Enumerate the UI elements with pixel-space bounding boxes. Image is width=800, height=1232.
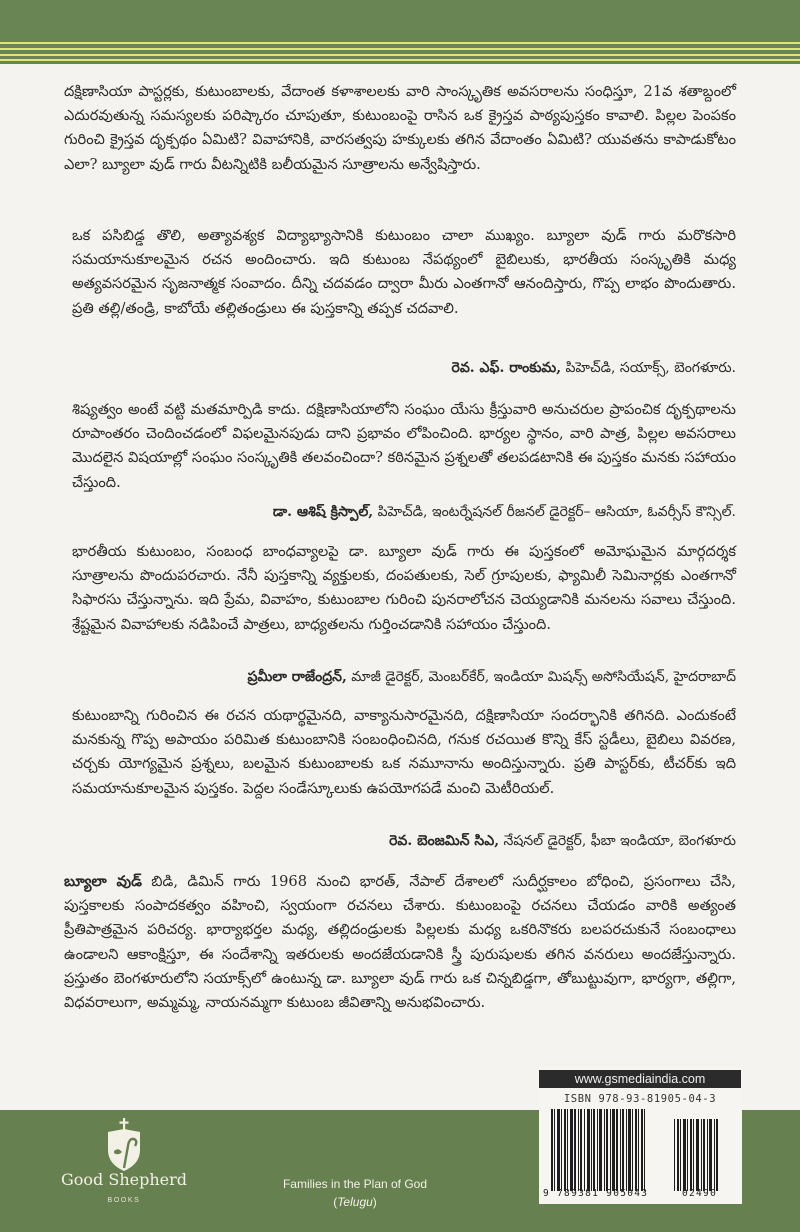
- review-paragraph-1: ఒక పసిబిడ్డ తొలి, అత్యావశ్యక విద్యాభ్యాసానికి కుటుంబం చాలా ముఖ్యం. బ్యూలా వుడ్ గారు మరొకసారి సమయానుకూలమైన రచన అందించారు. ఇది కుటుంబ నేపథ్యంలో బైబిలుకు, భారతీయ సంస్కృతికి మధ్య అత్యవసరమైన సృజనాత్మక సంవాదం. దీన్ని చదవడం ద్వారా మీరు ఎంతగానో ఆనందిస్తారు, గొప్ప లాభం పొందుతారు. ప్రతి తల్లి/తండ్రి, కాబోయే తల్లితండ్రులు ఈ పుస్తకాన్ని తప్పక చదవాలి.: [72, 227, 736, 317]
- language-name: Telugu: [337, 1195, 373, 1209]
- review-attribution-4: [389, 830, 736, 852]
- barcode-number: 9 789381 905043: [543, 1188, 649, 1199]
- decorative-stripe: [0, 59, 800, 61]
- reviewer-credentials: మాజీ డైరెక్టర్, మెంబర్‌కేర్, ఇండియా మిషన్స్ అసోసియేషన్, హైదరాబాద్: [346, 669, 736, 685]
- paren-close: ): [372, 1195, 377, 1209]
- paren-open: (: [333, 1195, 338, 1209]
- top-cover-band: [0, 0, 800, 64]
- publisher-name: Good Shepherd: [60, 1170, 187, 1189]
- price-code: 02490: [682, 1188, 718, 1199]
- review-attribution-3: [247, 666, 736, 688]
- decorative-stripe: [0, 48, 800, 50]
- review-attribution-2: [273, 501, 736, 523]
- reviewer-name: ప్రమీలా రాజేంద్రన్,: [247, 669, 347, 685]
- publisher-subtitle: BOOKS: [107, 1197, 141, 1204]
- book-language: [260, 1194, 450, 1210]
- reviewer-name: రెవ. బెంజమిన్ సిఎ,: [389, 833, 500, 849]
- intro-paragraph: దక్షిణాసియా పాస్టర్లకు, కుటుంబాలకు, వేదాంత కళాశాలలకు వారి సాంస్కృతిక అవసరాలను సంధిస్తూ, 21వ శతాబ్దంలో ఎదురవుతున్న సమస్యలకు పరిష్కారం చూపుతూ, కుటుంబంపై రాసిన ఒక క్రైస్తవ పాఠ్యపుస్తకం కావాలి. పిల్లల పెంపకం గురించి క్రైస్తవ దృక్పథం ఏమిటి? వివాహానికి, వారసత్వపు హక్కులకు తగిన వేదాంతం ఏమిటి? యువతను కాపాడుకోటం ఎలా? బ్యూలా వుడ్ గారు వీటన్నిటికి బలీయమైన సూత్రాలను అన్వేషిస్తారు.: [64, 83, 736, 173]
- isbn-text: ISBN 978-93-81905-04-3: [563, 1093, 717, 1105]
- reviewer-name: డా. ఆశిష్ క్రిస్పాల్,: [272, 504, 374, 520]
- author-bio-text: బిడి, డిమిన్ గారు 1968 నుంచి భారత్, నేపాల్ దేశాలలో సుదీర్ఘకాలం బోధించి, ప్రసంగాలు చేసి, పుస్తకాలకు సంపాదకత్వం వహించి, స్వయంగా రచనలు చేశారు. కుటుంబంపై రచనలు చేయడం వారికి అత్యంత ప్రీతిపాత్రమైన పరిచర్య. భార్యాభర్తల మధ్య, తల్లిదండ్రులకు పిల్లలకు మధ్య ఒకరినొకరు బలపరచుకునే సంబంధాలు ఉండాలని ఆకాంక్షిస్తూ, ఈ సందేశాన్ని ఇతరులకు అందజేయడానికి స్త్రీ పురుషులకు తగిన వనరులు అందజేస్తున్నారు. ప్రస్తుతం బెంగళూరులోని సయాక్స్‌లో ఉంటున్న డా. బ్యూలా వుడ్ గారు ఒక చిన్నబిడ్డగా, తోబుట్టువుగా, భార్యగా, తల్లిగా, విధవరాలుగా, అమ్మమ్మ, నాయనమ్మగా కుటుంబ జీవితాన్ని అనుభవించారు.: [64, 873, 736, 1012]
- publisher-website: www.gsmediaindia.com: [539, 1070, 741, 1088]
- reviewer-name: రెవ. ఎఫ్. రాంకుమ,: [451, 360, 562, 376]
- decorative-stripe: [0, 54, 800, 56]
- reviewer-credentials: పిహెచ్‌డి, ఇంటర్నేషనల్ రీజనల్ డైరెక్టర్– ఆసియా, ఓవర్సీస్ కౌన్సిల్.: [373, 504, 736, 520]
- review-attribution-1: [452, 357, 736, 379]
- reviewer-credentials: పిహెచ్‌డి, సయాక్స్, బెంగళూరు.: [561, 360, 736, 376]
- price-barcode: [674, 1119, 728, 1191]
- author-bio-paragraph: [64, 870, 736, 1015]
- review-paragraph-2: శిష్యత్వం అంటే వట్టి మతమార్పిడి కాదు. దక్షిణాసియాలోని సంఘం యేసు క్రీస్తువారి అనుచరుల ప్రాపంచిక దృక్పథాలను రూపాంతరం చెందించడంలో విఫలమైనపుడు దాని ప్రభావం లోపించింది. భార్యల స్థానం, వారి పాత్ర, పిల్లల అవసరాలు మొదలైన విషయాల్లో సంఘం సంస్కృతికి తలవంచిందా? కఠినమైన ప్రశ్నలతో తలపడటానికి ఈ పుస్తకం మనకు సహాయం చేస్తుంది.: [72, 401, 736, 491]
- review-paragraph-4: కుటుంబాన్ని గురించిన ఈ రచన యథార్థమైనది, వాక్యానుసారమైనది, దక్షిణాసియా సందర్భానికి తగినది. ఎందుకంటే మనకున్న గొప్ప అపాయం పరిమిత కుటుంబానికి సంబంధించినది, గనుక రచయిత కొన్ని కేస్ స్టడీలు, బైబిలు వివరణ, చర్చకు యోగ్యమైన ప్రశ్నలు, బలమైన కుటుంబాలకు ఒక నమూనాను అందిస్తున్నారు. ప్రతి పాస్టర్‌కు, టీచర్‌కు ఇది సమయానుకూలమైన పుస్తకం. పెద్దల సండేస్కూలుకు ఉపయోగపడే మంచి మెటీరియల్.: [72, 707, 736, 797]
- decorative-stripe: [0, 42, 800, 44]
- reviewer-credentials: నేషనల్ డైరెక్టర్, ఫీబా ఇండియా, బెంగళూరు: [499, 833, 736, 849]
- review-paragraph-3: భారతీయ కుటుంబం, సంబంధ బాంధవ్యాలపై డా. బ్యూలా వుడ్ గారు ఈ పుస్తకంలో అమోఘమైన మార్గదర్శక సూత్రాలను పొందుపరచారు. నేనీ పుస్తకాన్ని వ్యక్తులకు, దంపతులకు, సెల్ గ్రూపులకు, ఫ్యామిలీ సెమినార్లకు ఎంతగానో సిఫారసు చేస్తున్నాను. ఇది ప్రేమ, వివాహం, కుటుంబాల గురించి పునరాలోచన చెయ్యడానికి మనలను సవాలు చేస్తుంది. శ్రేష్టమైన వివాహాలకు నడిపించే పాత్రలు, బాధ్యతలను గుర్తించడానికి సహాయం చేస్తుంది.: [72, 543, 736, 633]
- author-name: బ్యూలా వుడ్: [64, 873, 142, 890]
- book-title: Families in the Plan of God: [282, 1177, 428, 1191]
- isbn-barcode: [551, 1109, 661, 1191]
